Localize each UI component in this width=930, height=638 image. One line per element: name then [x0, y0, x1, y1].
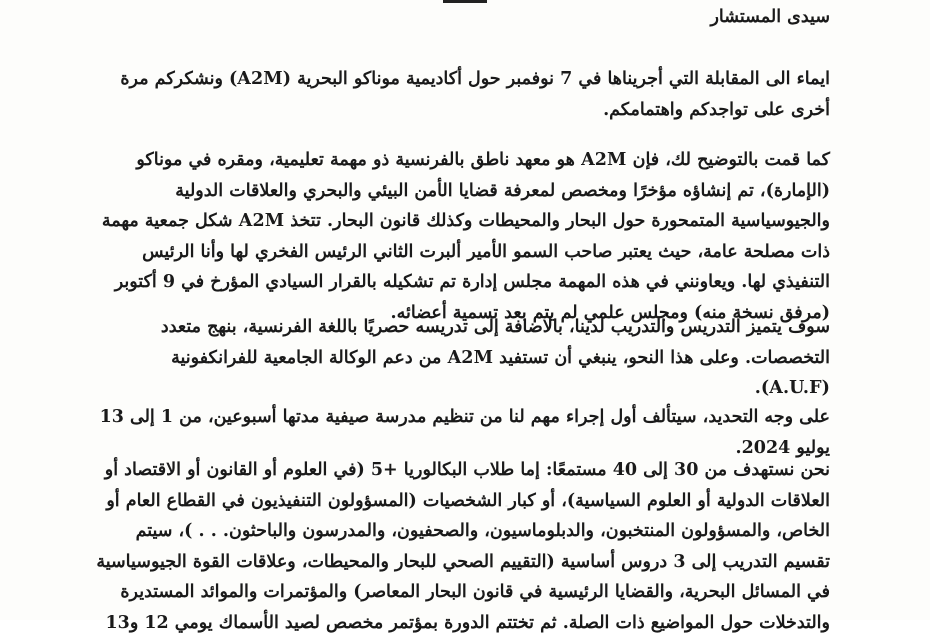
paragraph-2-line: التنفيذي لها. ويعاونني في هذه المهمة مجلس إدارة تم تشكيله بالقرار السيادي المؤرخ في 9 أكتوبر — [90, 267, 830, 298]
paragraph-1 — [90, 64, 830, 125]
paragraph-3-line: سوف يتميز التدريس والتدريب لدينا، بالاضافة إلى تدريسه حصريًا باللغة الفرنسية، بنهج متعدد — [90, 312, 830, 343]
paragraph-1-line: أخرى على تواجدكم واهتمامكم. — [90, 95, 830, 126]
paragraph-3-line: (A.U.F). — [90, 373, 830, 404]
paragraph-2-line: كما قمت بالتوضيح لك، فإن A2M هو معهد ناطق بالفرنسية ذو مهمة تعليمية، ومقره في موناكو — [90, 145, 830, 176]
paragraph-2-line: والجيوسياسية المتمحورة حول البحار والمحيطات وكذلك قانون البحار. تتخذ A2M شكل جمعية مهمة — [90, 206, 830, 237]
paragraph-5-line: العلاقات الدولية أو العلوم السياسية)، أو كبار الشخصيات (المسؤولون التنفيذيون في القطاع العام أو — [90, 486, 830, 517]
paragraph-2 — [90, 145, 830, 328]
paragraph-4-line: على وجه التحديد، سيتألف أول إجراء مهم لنا من تنظيم مدرسة صيفية مدتها أسبوعين، من 1 إلى 13 — [90, 402, 830, 433]
salutation-line: سيدى المستشار — [90, 2, 830, 33]
salutation — [90, 2, 830, 33]
paragraph-4 — [90, 402, 830, 463]
paragraph-3-line: التخصصات. وعلى هذا النحو، ينبغي أن تستفيد A2M من دعم الوكالة الجامعية للفرانكفونية — [90, 343, 830, 374]
paragraph-2-line: (الإمارة)، تم إنشاؤه مؤخرًا ومخصص لمعرفة قضايا الأمن البيئي والبحري والعلاقات الدولية — [90, 176, 830, 207]
paragraph-1-line: ايماء الى المقابلة التي أجريناها في 7 نوفمبر حول أكاديمية موناكو البحرية (A2M) ونشكركم مرة — [90, 64, 830, 95]
paragraph-4-line: يوليو 2024. — [90, 433, 830, 464]
paragraph-5 — [90, 455, 830, 638]
paragraph-2-line: ذات مصلحة عامة، حيث يعتبر صاحب السمو الأمير ألبرت الثاني الرئيس الفخري لها وأنا الرئيس — [90, 237, 830, 268]
paragraph-5-line: نحن نستهدف من 30 إلى 40 مستمعًا: إما طلاب البكالوريا +5 (في العلوم أو القانون أو الاقتصاد أو — [90, 455, 830, 486]
paragraph-5-line: في المسائل البحرية، والقضايا الرئيسية في قانون البحار المعاصر) والمؤتمرات والموائد المستديرة — [90, 577, 830, 608]
paragraph-5-line: تقسيم التدريب إلى 3 دروس أساسية (التقييم الصحي للبحار والمحيطات، وعلاقات القوة الجيوسياسية — [90, 547, 830, 578]
paragraph-5-line: والتدخلات حول المواضيع ذات الصلة. ثم تختتم الدورة بمؤتمر مخصص لصيد الأسماك يومي 12 و13 — [90, 608, 830, 638]
paragraph-5-line: الخاص، والمسؤولون المنتخبون، والدبلوماسيون، والصحفيون، والمدرسون والباحثون. . . )، سيتم — [90, 516, 830, 547]
paragraph-2-line: (مرفق نسخة منه) ومجلس علمي لم يتم بعد تسمية أعضائه. — [90, 298, 830, 329]
paragraph-3 — [90, 312, 830, 404]
